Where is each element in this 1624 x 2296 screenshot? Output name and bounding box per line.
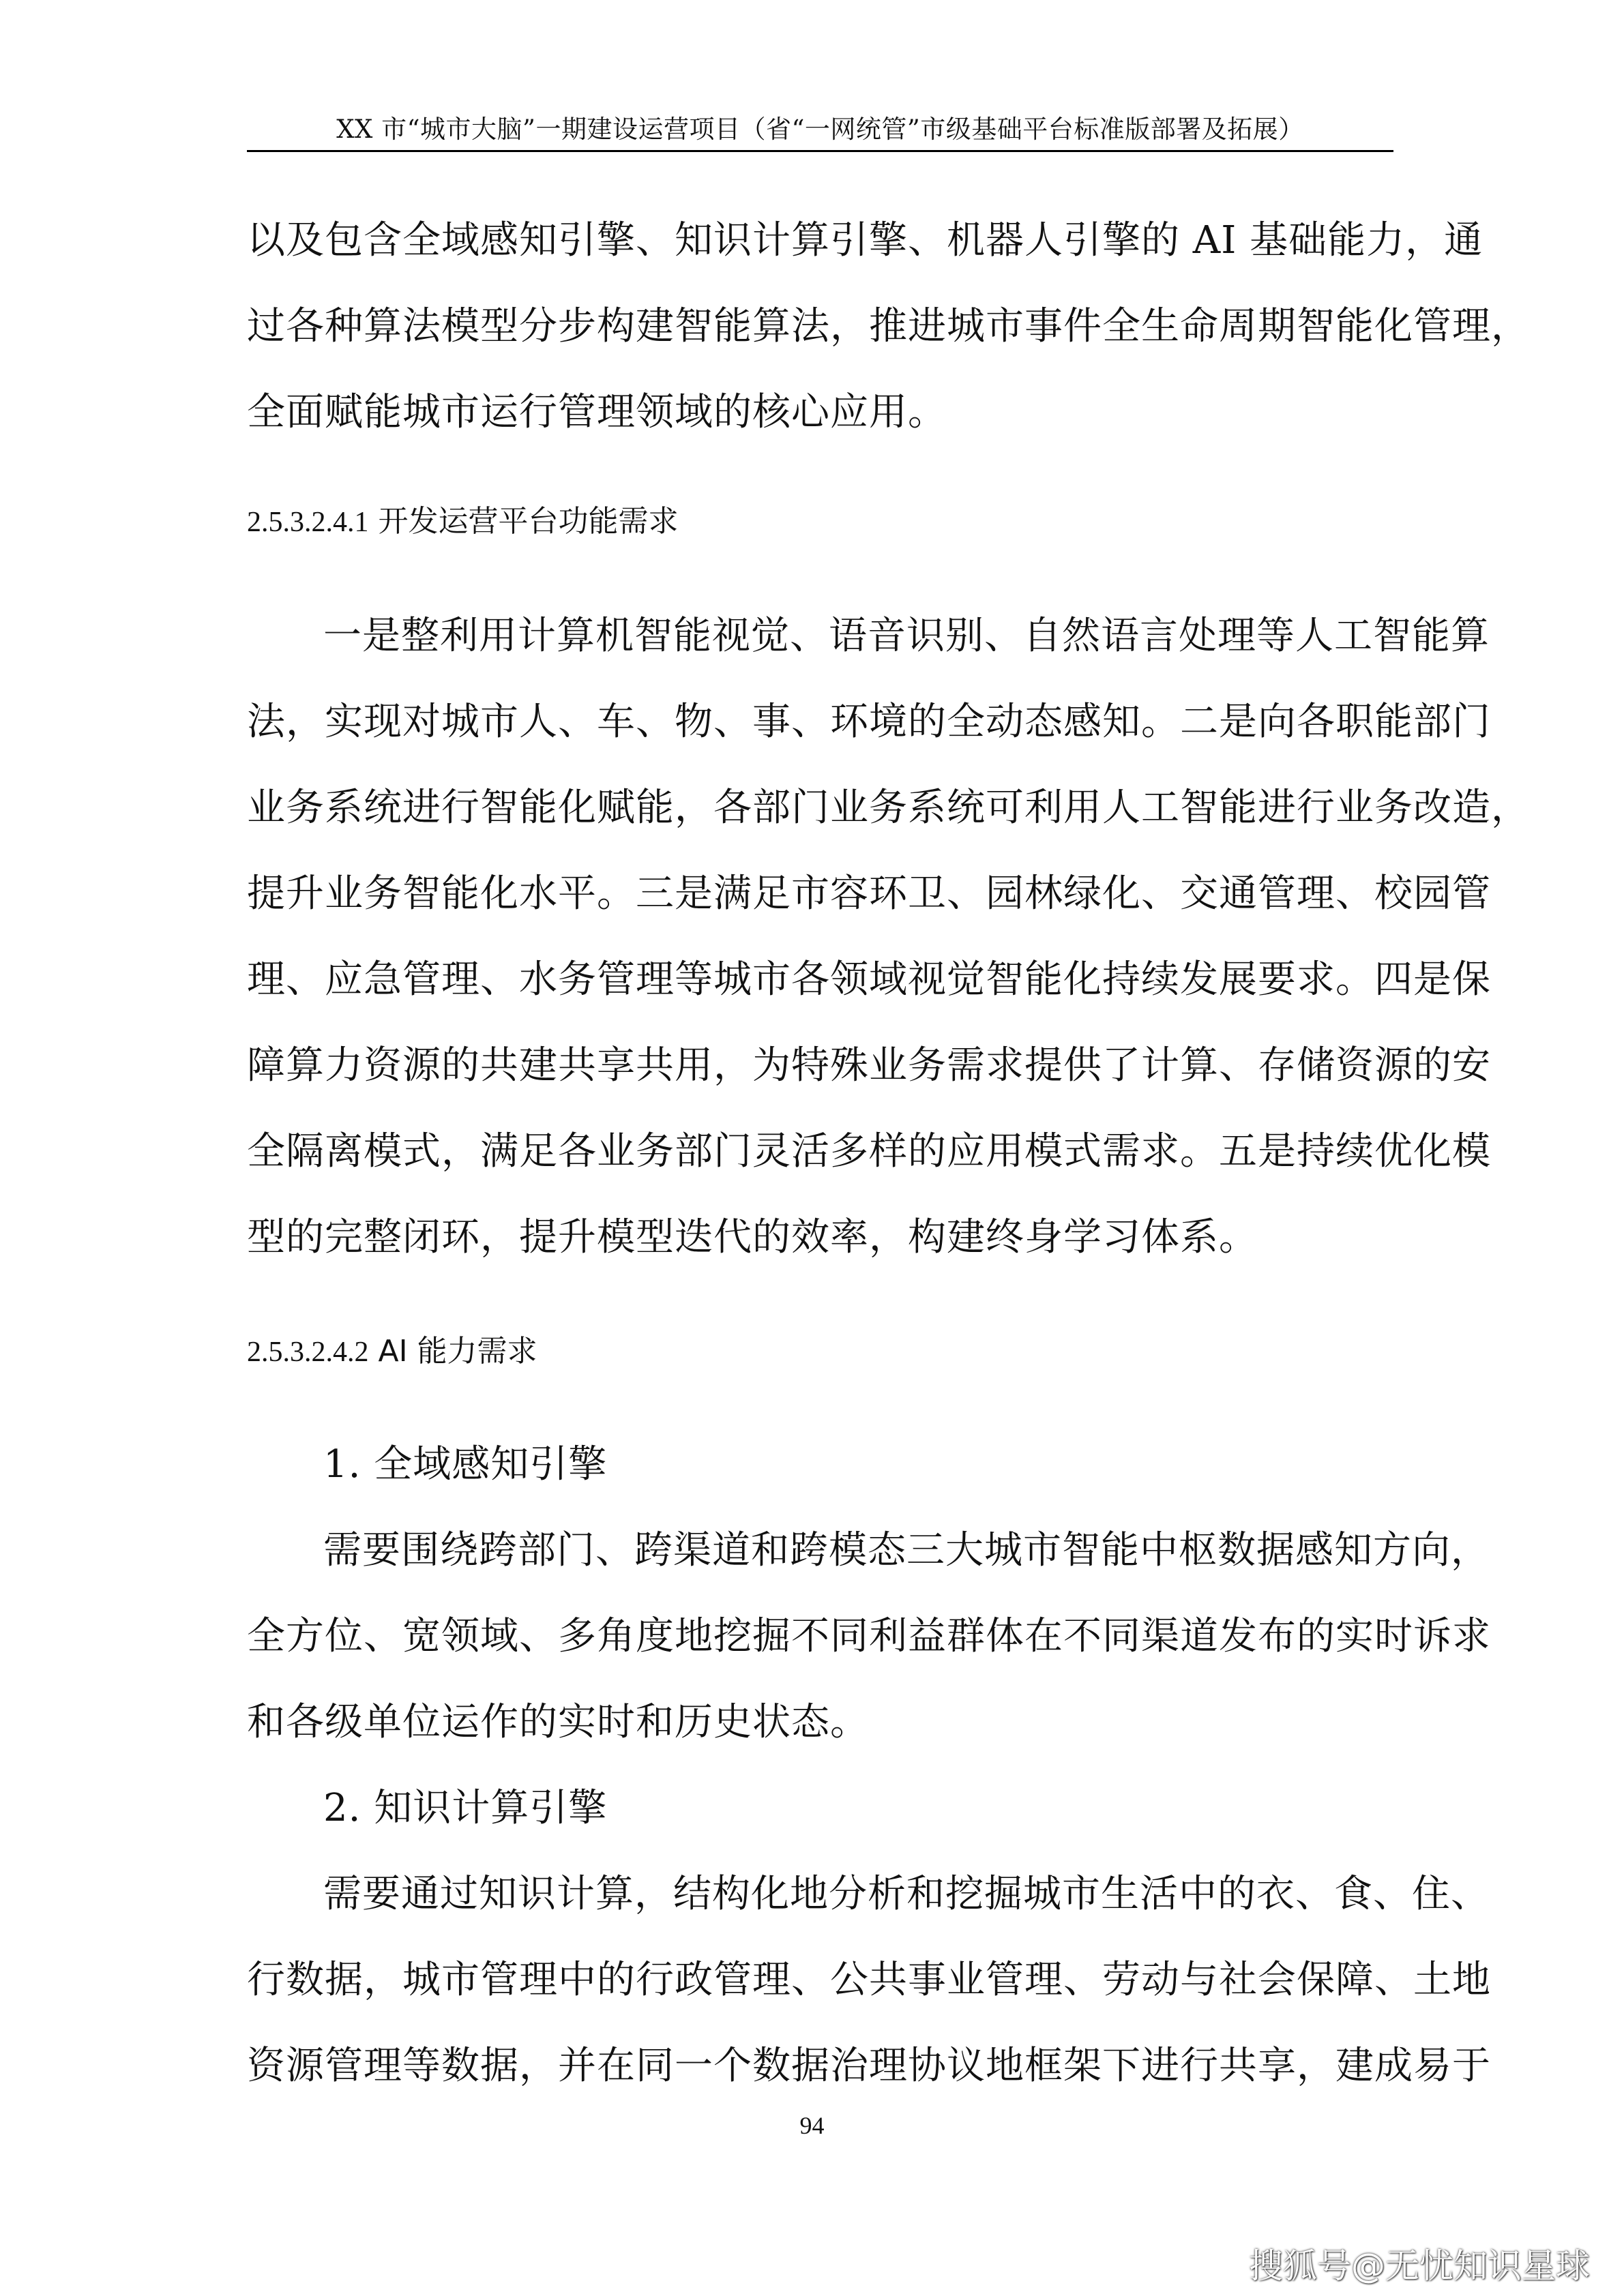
section-title: 开发运营平台功能需求	[378, 504, 679, 539]
watermark: 搜狐号@无忧知识星球	[1249, 2246, 1590, 2286]
paragraph-line: 全面赋能城市运行管理领域的核心应用。	[247, 390, 947, 434]
section-number: 2.5.3.2.4.2	[247, 1337, 369, 1368]
section-heading-1	[247, 501, 679, 543]
paragraph-line: 理、应急管理、水务管理等城市各领域视觉智能化持续发展要求。四是保	[247, 957, 1491, 1002]
paragraph-line: 以及包含全域感知引擎、知识计算引擎、机器人引擎的 AI 基础能力，通	[247, 218, 1483, 263]
page-number: 94	[799, 2112, 825, 2139]
section-heading-2	[247, 1331, 537, 1373]
paragraph-line: 资源管理等数据，并在同一个数据治理协议地框架下进行共享，建成易于	[247, 2044, 1491, 2088]
section-2-content	[247, 1422, 1491, 2109]
section-number: 2.5.3.2.4.1	[247, 507, 369, 538]
paragraph-line: 提升业务智能化水平。三是满足市容环卫、园林绿化、交通管理、校园管	[247, 871, 1491, 916]
intro-paragraph	[247, 198, 1530, 456]
paragraph-line: 全方位、宽领域、多角度地挖掘不同利益群体在不同渠道发布的实时诉求	[247, 1614, 1491, 1658]
item-title: 2. 知识计算引擎	[323, 1786, 608, 1830]
header-rule	[247, 150, 1393, 152]
paragraph-line: 和各级单位运作的实时和历史状态。	[247, 1700, 869, 1744]
running-header: XX 市“城市大脑”一期建设运营项目（省“一网统管”市级基础平台标准版部署及拓展）	[336, 115, 1304, 144]
paragraph-line: 行数据，城市管理中的行政管理、公共事业管理、劳动与社会保障、土地	[247, 1958, 1491, 2002]
section-1-paragraph	[247, 593, 1530, 1281]
section-title: AI 能力需求	[378, 1334, 537, 1369]
paragraph-line: 型的完整闭环，提升模型迭代的效率，构建终身学习体系。	[247, 1215, 1258, 1259]
item-title: 1. 全域感知引擎	[323, 1442, 608, 1487]
paragraph-line: 过各种算法模型分步构建智能算法，推进城市事件全生命周期智能化管理，	[247, 304, 1530, 348]
paragraph-line: 法，实现对城市人、车、物、事、环境的全动态感知。二是向各职能部门	[247, 700, 1491, 744]
paragraph-line: 需要围绕跨部门、跨渠道和跨模态三大城市智能中枢数据感知方向，	[323, 1528, 1490, 1572]
paragraph-line: 需要通过知识计算，结构化地分析和挖掘城市生活中的衣、食、住、	[323, 1872, 1490, 1916]
paragraph-line: 障算力资源的共建共享共用，为特殊业务需求提供了计算、存储资源的安	[247, 1043, 1491, 1088]
paragraph-line: 一是整利用计算机智能视觉、语音识别、自然语言处理等人工智能算	[323, 614, 1490, 658]
paragraph-line: 全隔离模式，满足各业务部门灵活多样的应用模式需求。五是持续优化模	[247, 1129, 1491, 1174]
paragraph-line: 业务系统进行智能化赋能，各部门业务系统可利用人工智能进行业务改造，	[247, 786, 1530, 830]
